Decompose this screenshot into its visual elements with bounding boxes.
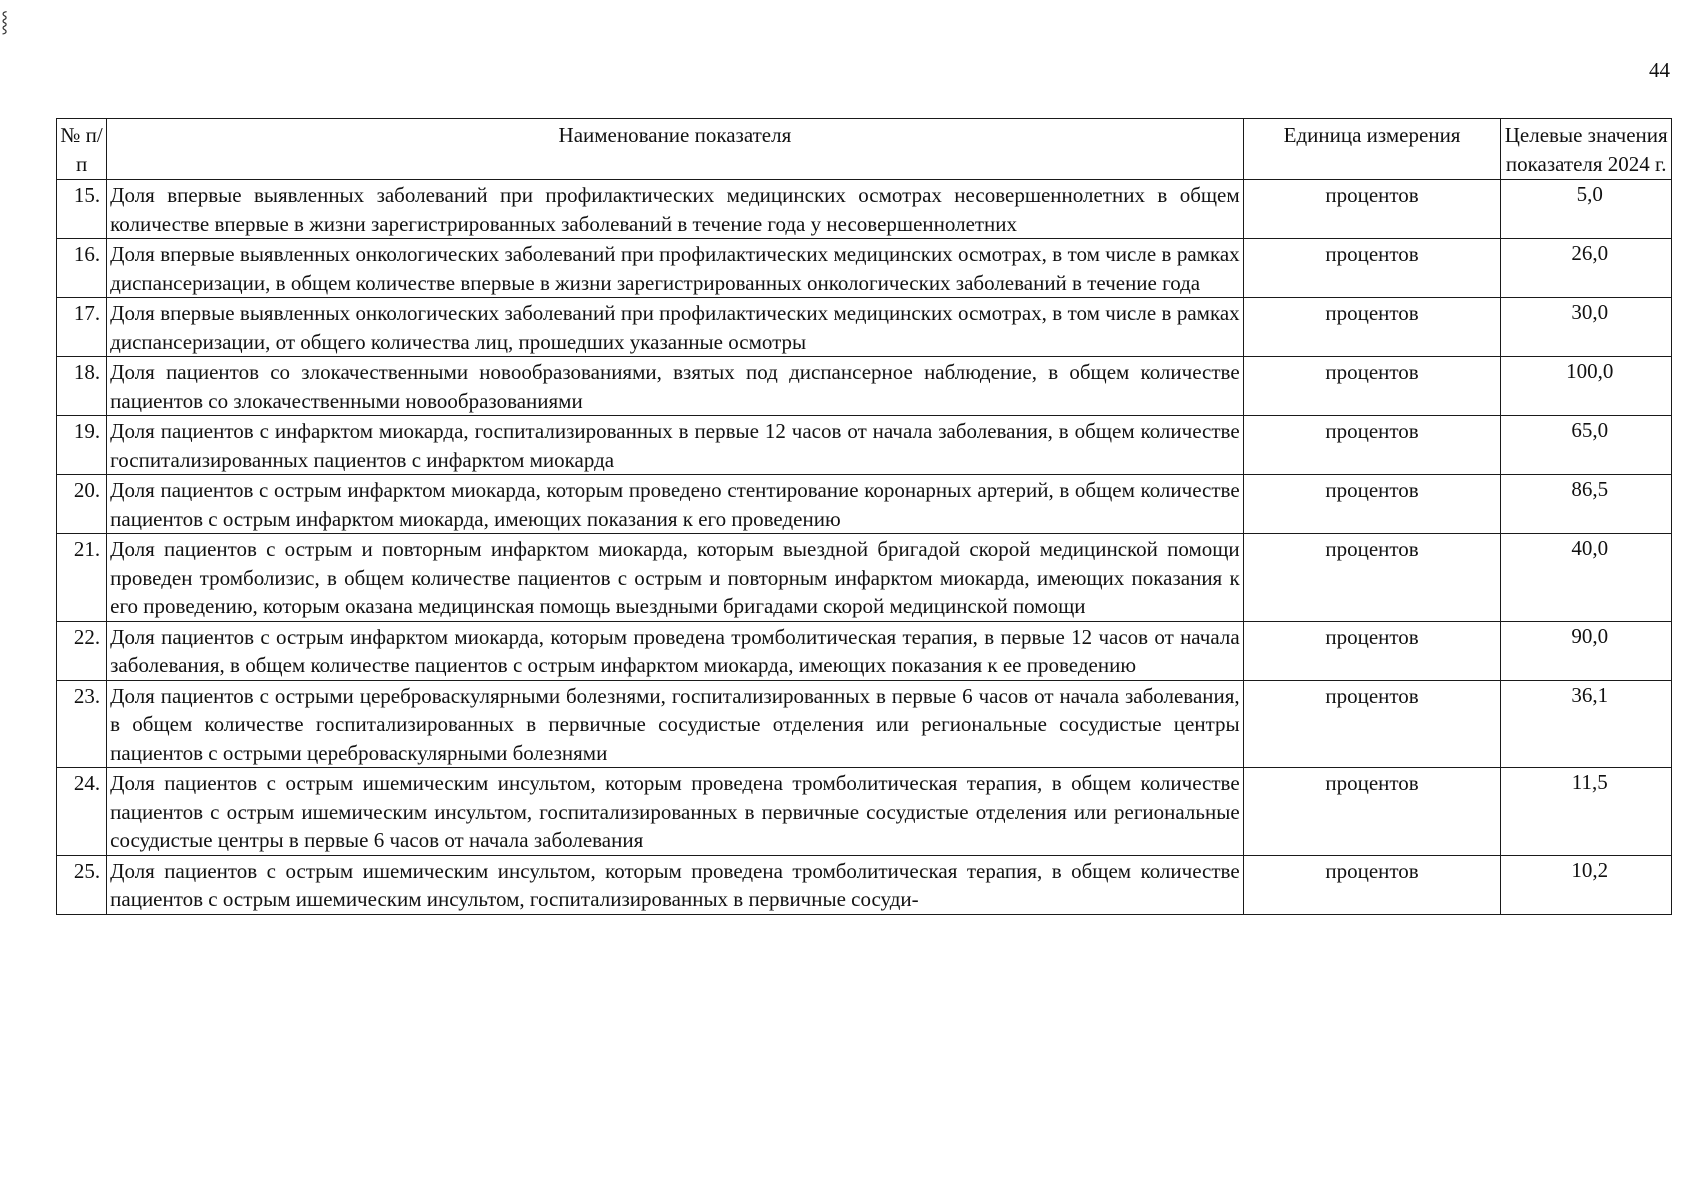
table-row: [57, 680, 1672, 768]
header-name: Наименование показателя: [107, 119, 1244, 180]
table-header-row: [57, 119, 1672, 180]
target-value: 86,5: [1501, 475, 1672, 534]
unit-of-measure: процентов: [1243, 855, 1501, 914]
row-number: 19.: [57, 416, 107, 475]
indicator-name: Доля пациентов с инфарктом миокарда, госпитализированных в первые 12 часов от начала заболевания, в общем количестве госпитализированных пациентов с инфарктом миокарда: [107, 416, 1244, 475]
table-row: [57, 298, 1672, 357]
target-value: 5,0: [1501, 180, 1672, 239]
row-number: 22.: [57, 621, 107, 680]
indicator-name: Доля пациентов с острым инфарктом миокарда, которым проведено стентирование коронарных артерий, в общем количестве пациентов с острым инфарктом миокарда, имеющих показания к его проведению: [107, 475, 1244, 534]
indicator-name: Доля впервые выявленных онкологических заболеваний при профилактических медицинских осмотрах, в том числе в рамках диспансеризации, от общего количества лиц, прошедших указанные осмотры: [107, 298, 1244, 357]
table-row: [57, 855, 1672, 914]
indicators-table: [56, 118, 1672, 915]
row-number: 24.: [57, 768, 107, 856]
unit-of-measure: процентов: [1243, 534, 1501, 622]
unit-of-measure: процентов: [1243, 416, 1501, 475]
unit-of-measure: процентов: [1243, 298, 1501, 357]
target-value: 40,0: [1501, 534, 1672, 622]
row-number: 21.: [57, 534, 107, 622]
target-value: 11,5: [1501, 768, 1672, 856]
table-row: [57, 416, 1672, 475]
target-value: 30,0: [1501, 298, 1672, 357]
target-value: 90,0: [1501, 621, 1672, 680]
row-number: 18.: [57, 357, 107, 416]
indicator-name: Доля пациентов с острым ишемическим инсультом, которым проведена тромболитическая терапия, в общем количестве пациентов с острым ишемическим инсультом, госпитализированных в первичные сосуди-: [107, 855, 1244, 914]
table-row: [57, 180, 1672, 239]
target-value: 100,0: [1501, 357, 1672, 416]
unit-of-measure: процентов: [1243, 680, 1501, 768]
target-value: 36,1: [1501, 680, 1672, 768]
row-number: 16.: [57, 239, 107, 298]
table-row: [57, 239, 1672, 298]
unit-of-measure: процентов: [1243, 621, 1501, 680]
header-value: Целевые значения показателя 2024 г.: [1501, 119, 1672, 180]
indicator-name: Доля пациентов с острыми цереброваскулярными болезнями, госпитализированных в первые 6 часов от начала заболевания, в общем количестве госпитализированных в первичные сосудистые отделения или региональные сосудистые центры пациентов с острыми цереброваскулярными болезнями: [107, 680, 1244, 768]
unit-of-measure: процентов: [1243, 357, 1501, 416]
row-number: 23.: [57, 680, 107, 768]
table-row: [57, 768, 1672, 856]
unit-of-measure: процентов: [1243, 239, 1501, 298]
row-number: 17.: [57, 298, 107, 357]
indicator-name: Доля впервые выявленных заболеваний при профилактических медицинских осмотрах несовершеннолетних в общем количестве впервые в жизни зарегистрированных заболеваний в течение года у несовершеннолетних: [107, 180, 1244, 239]
table-row: [57, 357, 1672, 416]
target-value: 26,0: [1501, 239, 1672, 298]
scan-artifact-mark: ⸾: [1, 11, 9, 33]
indicator-name: Доля пациентов с острым и повторным инфарктом миокарда, которым выездной бригадой скорой медицинской помощи проведен тромболизис, в общем количестве пациентов с острым и повторным инфарктом миокарда, имеющих показания к его проведению, которым оказана медицинская помощь выездными бригадами скорой медицинской помощи: [107, 534, 1244, 622]
row-number: 20.: [57, 475, 107, 534]
table-row: [57, 475, 1672, 534]
indicator-name: Доля пациентов со злокачественными новообразованиями, взятых под диспансерное наблюдение, в общем количестве пациентов со злокачественными новообразованиями: [107, 357, 1244, 416]
table-row: [57, 534, 1672, 622]
unit-of-measure: процентов: [1243, 180, 1501, 239]
page-number: 44: [1649, 58, 1670, 82]
unit-of-measure: процентов: [1243, 475, 1501, 534]
indicator-name: Доля впервые выявленных онкологических заболеваний при профилактических медицинских осмотрах, в том числе в рамках диспансеризации, в общем количестве впервые в жизни зарегистрированных онкологических заболеваний в течение года: [107, 239, 1244, 298]
table-row: [57, 621, 1672, 680]
unit-of-measure: процентов: [1243, 768, 1501, 856]
header-unit: Единица измерения: [1243, 119, 1501, 180]
row-number: 15.: [57, 180, 107, 239]
row-number: 25.: [57, 855, 107, 914]
target-value: 10,2: [1501, 855, 1672, 914]
indicator-name: Доля пациентов с острым ишемическим инсультом, которым проведена тромболитическая терапия, в общем количестве пациентов с острым ишемическим инсультом, госпитализированных в первичные сосудистые отделения или региональные сосудистые центры в первые 6 часов от начала заболевания: [107, 768, 1244, 856]
indicator-name: Доля пациентов с острым инфарктом миокарда, которым проведена тромболитическая терапия, в первые 12 часов от начала заболевания, в общем количестве пациентов с острым инфарктом миокарда, имеющих показания к ее проведению: [107, 621, 1244, 680]
target-value: 65,0: [1501, 416, 1672, 475]
header-num: № п/п: [57, 119, 107, 180]
